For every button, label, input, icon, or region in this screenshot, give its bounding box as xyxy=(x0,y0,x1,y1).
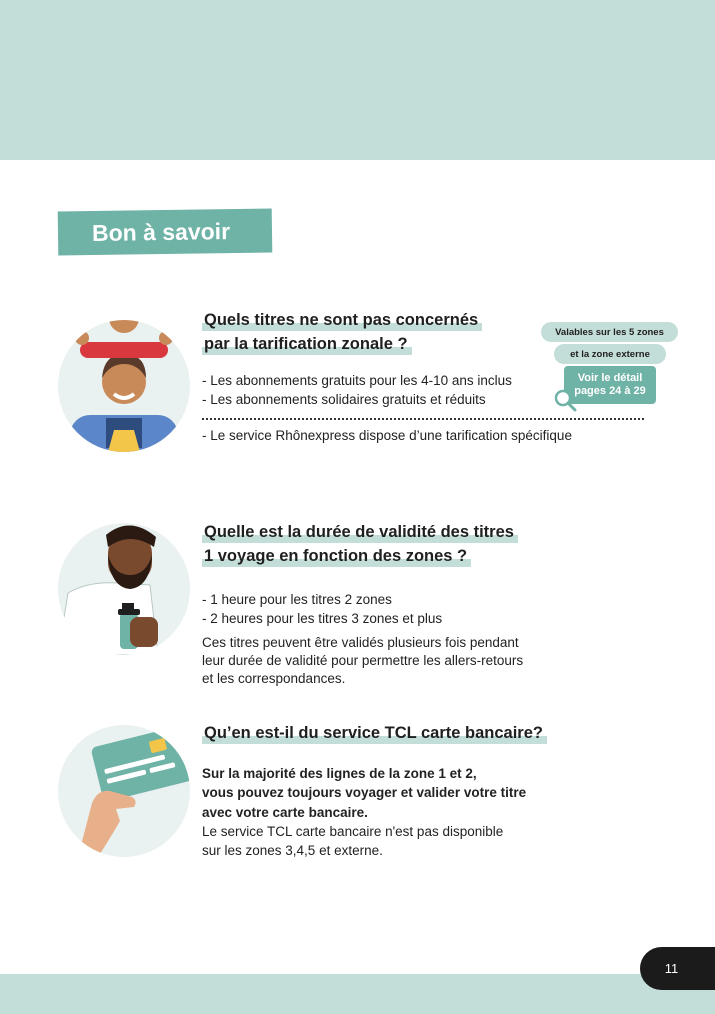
page-number-tab xyxy=(640,947,715,990)
page-number: 11 xyxy=(664,961,679,976)
section-title xyxy=(58,209,273,256)
validity-paragraph-line-3: et les correspondances. xyxy=(202,671,346,686)
man-coffee-illustration-icon xyxy=(58,523,190,655)
bottom-band xyxy=(0,974,715,1014)
validity-paragraph-line-1: Ces titres peuvent être validés plusieurs fois pendant xyxy=(202,635,519,650)
question-2-line-2: 1 voyage en fonction des zones ? xyxy=(202,546,471,567)
question-2-line-1: Quelle est la durée de validité des titres xyxy=(202,522,518,543)
validity-paragraph-line-2: leur durée de validité pour permettre les allers-retours xyxy=(202,653,524,668)
zones-badge-line-1: Valables sur les 5 zones xyxy=(541,322,678,342)
question-1-line-1: Quels titres ne sont pas concernés xyxy=(202,310,482,331)
item-rhonexpress: - Le service Rhônexpress dispose d’une tarification spécifique xyxy=(202,428,572,443)
section-title-text: Bon à savoir xyxy=(91,217,231,246)
question-3-line-1: Qu’en est-il du service TCL carte bancaire? xyxy=(202,723,547,744)
item-solidarity-subscriptions: - Les abonnements solidaires gratuits et réduits xyxy=(202,392,486,407)
card-bold-line-2: vous pouvez toujours voyager et valider votre titre xyxy=(202,785,527,800)
zones-badge-line-2: et la zone externe xyxy=(554,344,666,364)
detail-badge xyxy=(564,366,656,404)
item-two-hours: - 2 heures pour les titres 3 zones et plus xyxy=(202,611,443,626)
bank-card-illustration-icon xyxy=(58,725,190,857)
card-paragraph-line-2: sur les zones 3,4,5 et externe. xyxy=(202,843,383,858)
card-paragraph-line-1: Le service TCL carte bancaire n'est pas disponible xyxy=(202,824,504,839)
illustration-family xyxy=(58,320,190,452)
detail-badge-line-1: Voir le détail xyxy=(577,372,643,384)
detail-badge-line-2: pages 24 à 29 xyxy=(574,385,646,397)
magnifier-icon xyxy=(553,388,577,412)
card-bold-line-3: avec votre carte bancaire. xyxy=(202,805,368,820)
card-bold-line-1: Sur la majorité des lignes de la zone 1 et 2, xyxy=(202,766,477,781)
dotted-divider xyxy=(202,418,644,420)
item-one-hour: - 1 heure pour les titres 2 zones xyxy=(202,592,392,607)
top-band xyxy=(0,0,715,160)
family-illustration-icon xyxy=(58,320,190,452)
illustration-bank-card xyxy=(58,725,190,857)
question-1-line-2: par la tarification zonale ? xyxy=(202,334,412,355)
item-free-subscriptions: - Les abonnements gratuits pour les 4-10 ans inclus xyxy=(202,373,512,388)
illustration-man-coffee xyxy=(58,523,190,655)
